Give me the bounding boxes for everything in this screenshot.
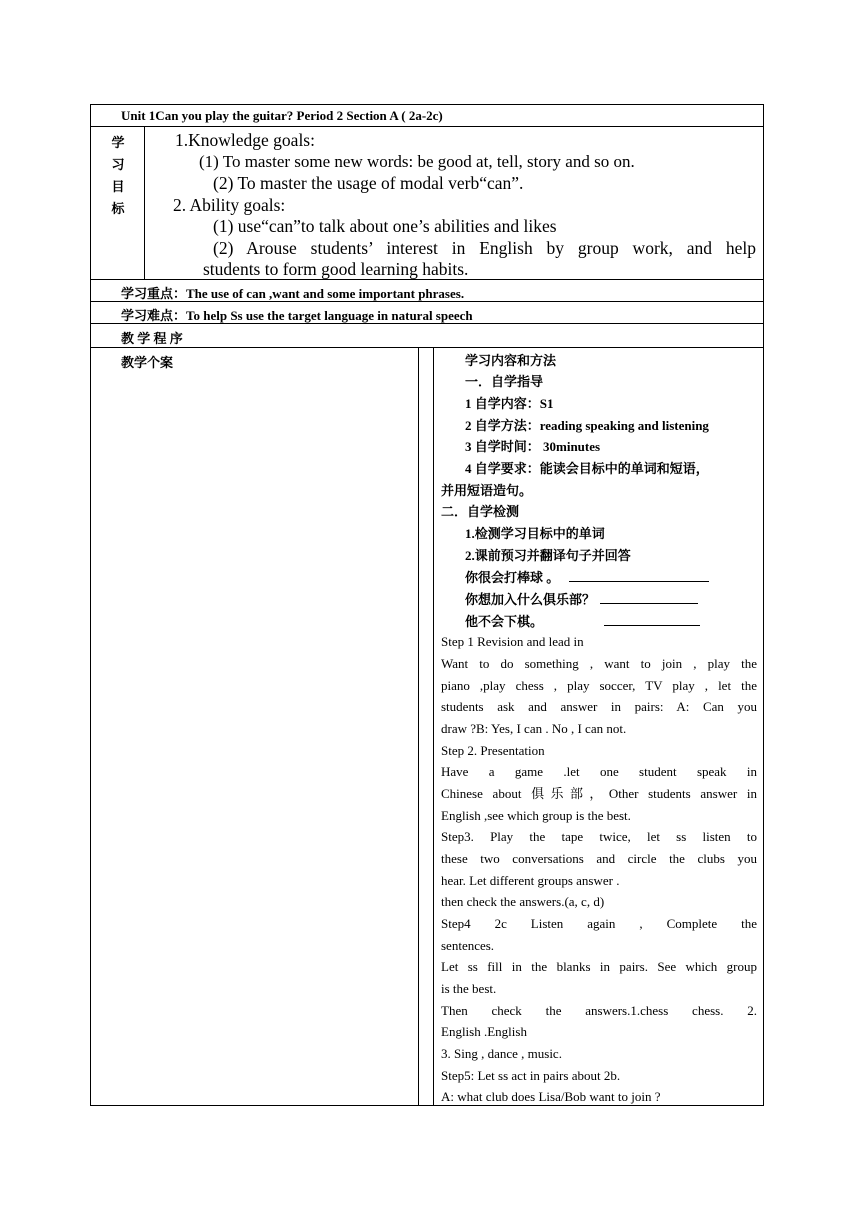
- step-line: 3. Sing , dance , music.: [441, 1046, 562, 1061]
- difficult-points-row: [91, 302, 763, 324]
- step-line: Let ss fill in the blanks in pairs. See which group: [441, 959, 757, 974]
- check-title: 二．自学检测: [441, 504, 520, 519]
- step-line: piano ,play chess , play soccer, TV play , let the: [441, 678, 757, 693]
- step-line: Then check the answers.1.chess chess. 2.: [441, 1003, 757, 1018]
- procedure-title: 教 学 程 序: [121, 331, 183, 346]
- answer-blank[interactable]: [569, 567, 709, 582]
- self-study-item: 4 自学要求：能读会目标中的单词和短语，: [465, 461, 709, 476]
- sentence-text: 他不会下棋。: [465, 614, 544, 629]
- step-line: sentences.: [441, 938, 495, 953]
- key-points: 学习重点：The use of can ,want and some important phrases.: [121, 286, 465, 301]
- title-row: [91, 105, 763, 127]
- lesson-title: Unit 1Can you play the guitar? Period 2 Section A ( 2a-2c): [121, 108, 443, 123]
- step-line: Step5: Let ss act in pairs about 2b.: [441, 1068, 621, 1083]
- step-line: Chinese about 俱乐部，Other students answer in: [441, 786, 757, 801]
- step-line: English ,see which group is the best.: [441, 808, 631, 823]
- answer-blank[interactable]: [600, 589, 698, 604]
- goal-line: (1) To master some new words: be good at, tell, story and so on.: [199, 152, 635, 171]
- goals-label-char: 学: [111, 135, 125, 150]
- goals-label: [91, 127, 145, 279]
- check-item: 1.检测学习目标中的单词: [465, 526, 605, 541]
- step-line: hear. Let different groups answer .: [441, 873, 620, 888]
- goal-line: students to form good learning habits.: [203, 259, 469, 279]
- step-line: is the best.: [441, 981, 497, 996]
- step-line: students ask and answer in pairs: A: Can you: [441, 699, 757, 714]
- step-line: these two conversations and circle the clubs you: [441, 851, 757, 866]
- step-line: Want to do something , want to join , play the: [441, 656, 757, 671]
- lesson-plan-table: [90, 104, 764, 1106]
- self-study-item: 1 自学内容：S1: [465, 396, 554, 411]
- goals-label-char: 标: [111, 201, 125, 216]
- step-line: A: what club does Lisa/Bob want to join ?: [441, 1089, 661, 1104]
- content-heading: 学习内容和方法: [465, 353, 557, 368]
- step-line: English .English: [441, 1024, 527, 1039]
- translate-sentence: [465, 567, 781, 588]
- difficult-points: 学习难点：To help Ss use the target language in natural speech: [121, 308, 473, 323]
- goals-label-char: 习: [111, 157, 125, 172]
- individual-plan-label: 教学个案: [121, 355, 174, 370]
- answer-blank[interactable]: [604, 611, 700, 626]
- step-line: Step3. Play the tape twice, let ss listen to: [441, 829, 757, 844]
- column-divider: [433, 348, 434, 1105]
- translate-sentence: [465, 611, 781, 632]
- step-line: then check the answers.(a, c, d): [441, 894, 605, 909]
- goal-line: (1) use“can”to talk about one’s abilities and likes: [213, 216, 557, 236]
- step-line: Step 2. Presentation: [441, 743, 545, 758]
- key-points-row: [91, 280, 763, 302]
- self-study-item: 并用短语造句。: [441, 483, 533, 498]
- self-study-title: 一．自学指导: [465, 374, 544, 389]
- self-study-item: 3 自学时间： 30minutes: [465, 439, 601, 454]
- goal-line: (2) Arouse students’ interest in English by group work, and help: [213, 238, 756, 258]
- goal-line: 1.Knowledge goals:: [175, 130, 315, 150]
- sentence-text: 你想加入什么俱乐部？: [465, 592, 596, 607]
- step-line: draw ?B: Yes, I can . No , I can not.: [441, 721, 627, 736]
- step-line: Have a game .let one student speak in: [441, 764, 757, 779]
- goals-row: [91, 127, 763, 280]
- column-divider: [418, 348, 419, 1105]
- procedure-row: [91, 324, 763, 348]
- step-line: Step 1 Revision and lead in: [441, 634, 584, 649]
- goals-label-char: 目: [111, 179, 125, 194]
- step-line: Step4 2c Listen again , Complete the: [441, 916, 757, 931]
- self-study-item: 2 自学方法：reading speaking and listening: [465, 418, 709, 433]
- goal-line: 2. Ability goals:: [173, 195, 286, 215]
- sentence-text: 你很会打棒球 。: [465, 570, 560, 585]
- check-item: 2.课前预习并翻译句子并回答: [465, 548, 631, 563]
- translate-sentence: [465, 589, 781, 610]
- goal-line: (2) To master the usage of modal verb“can”.: [213, 173, 524, 193]
